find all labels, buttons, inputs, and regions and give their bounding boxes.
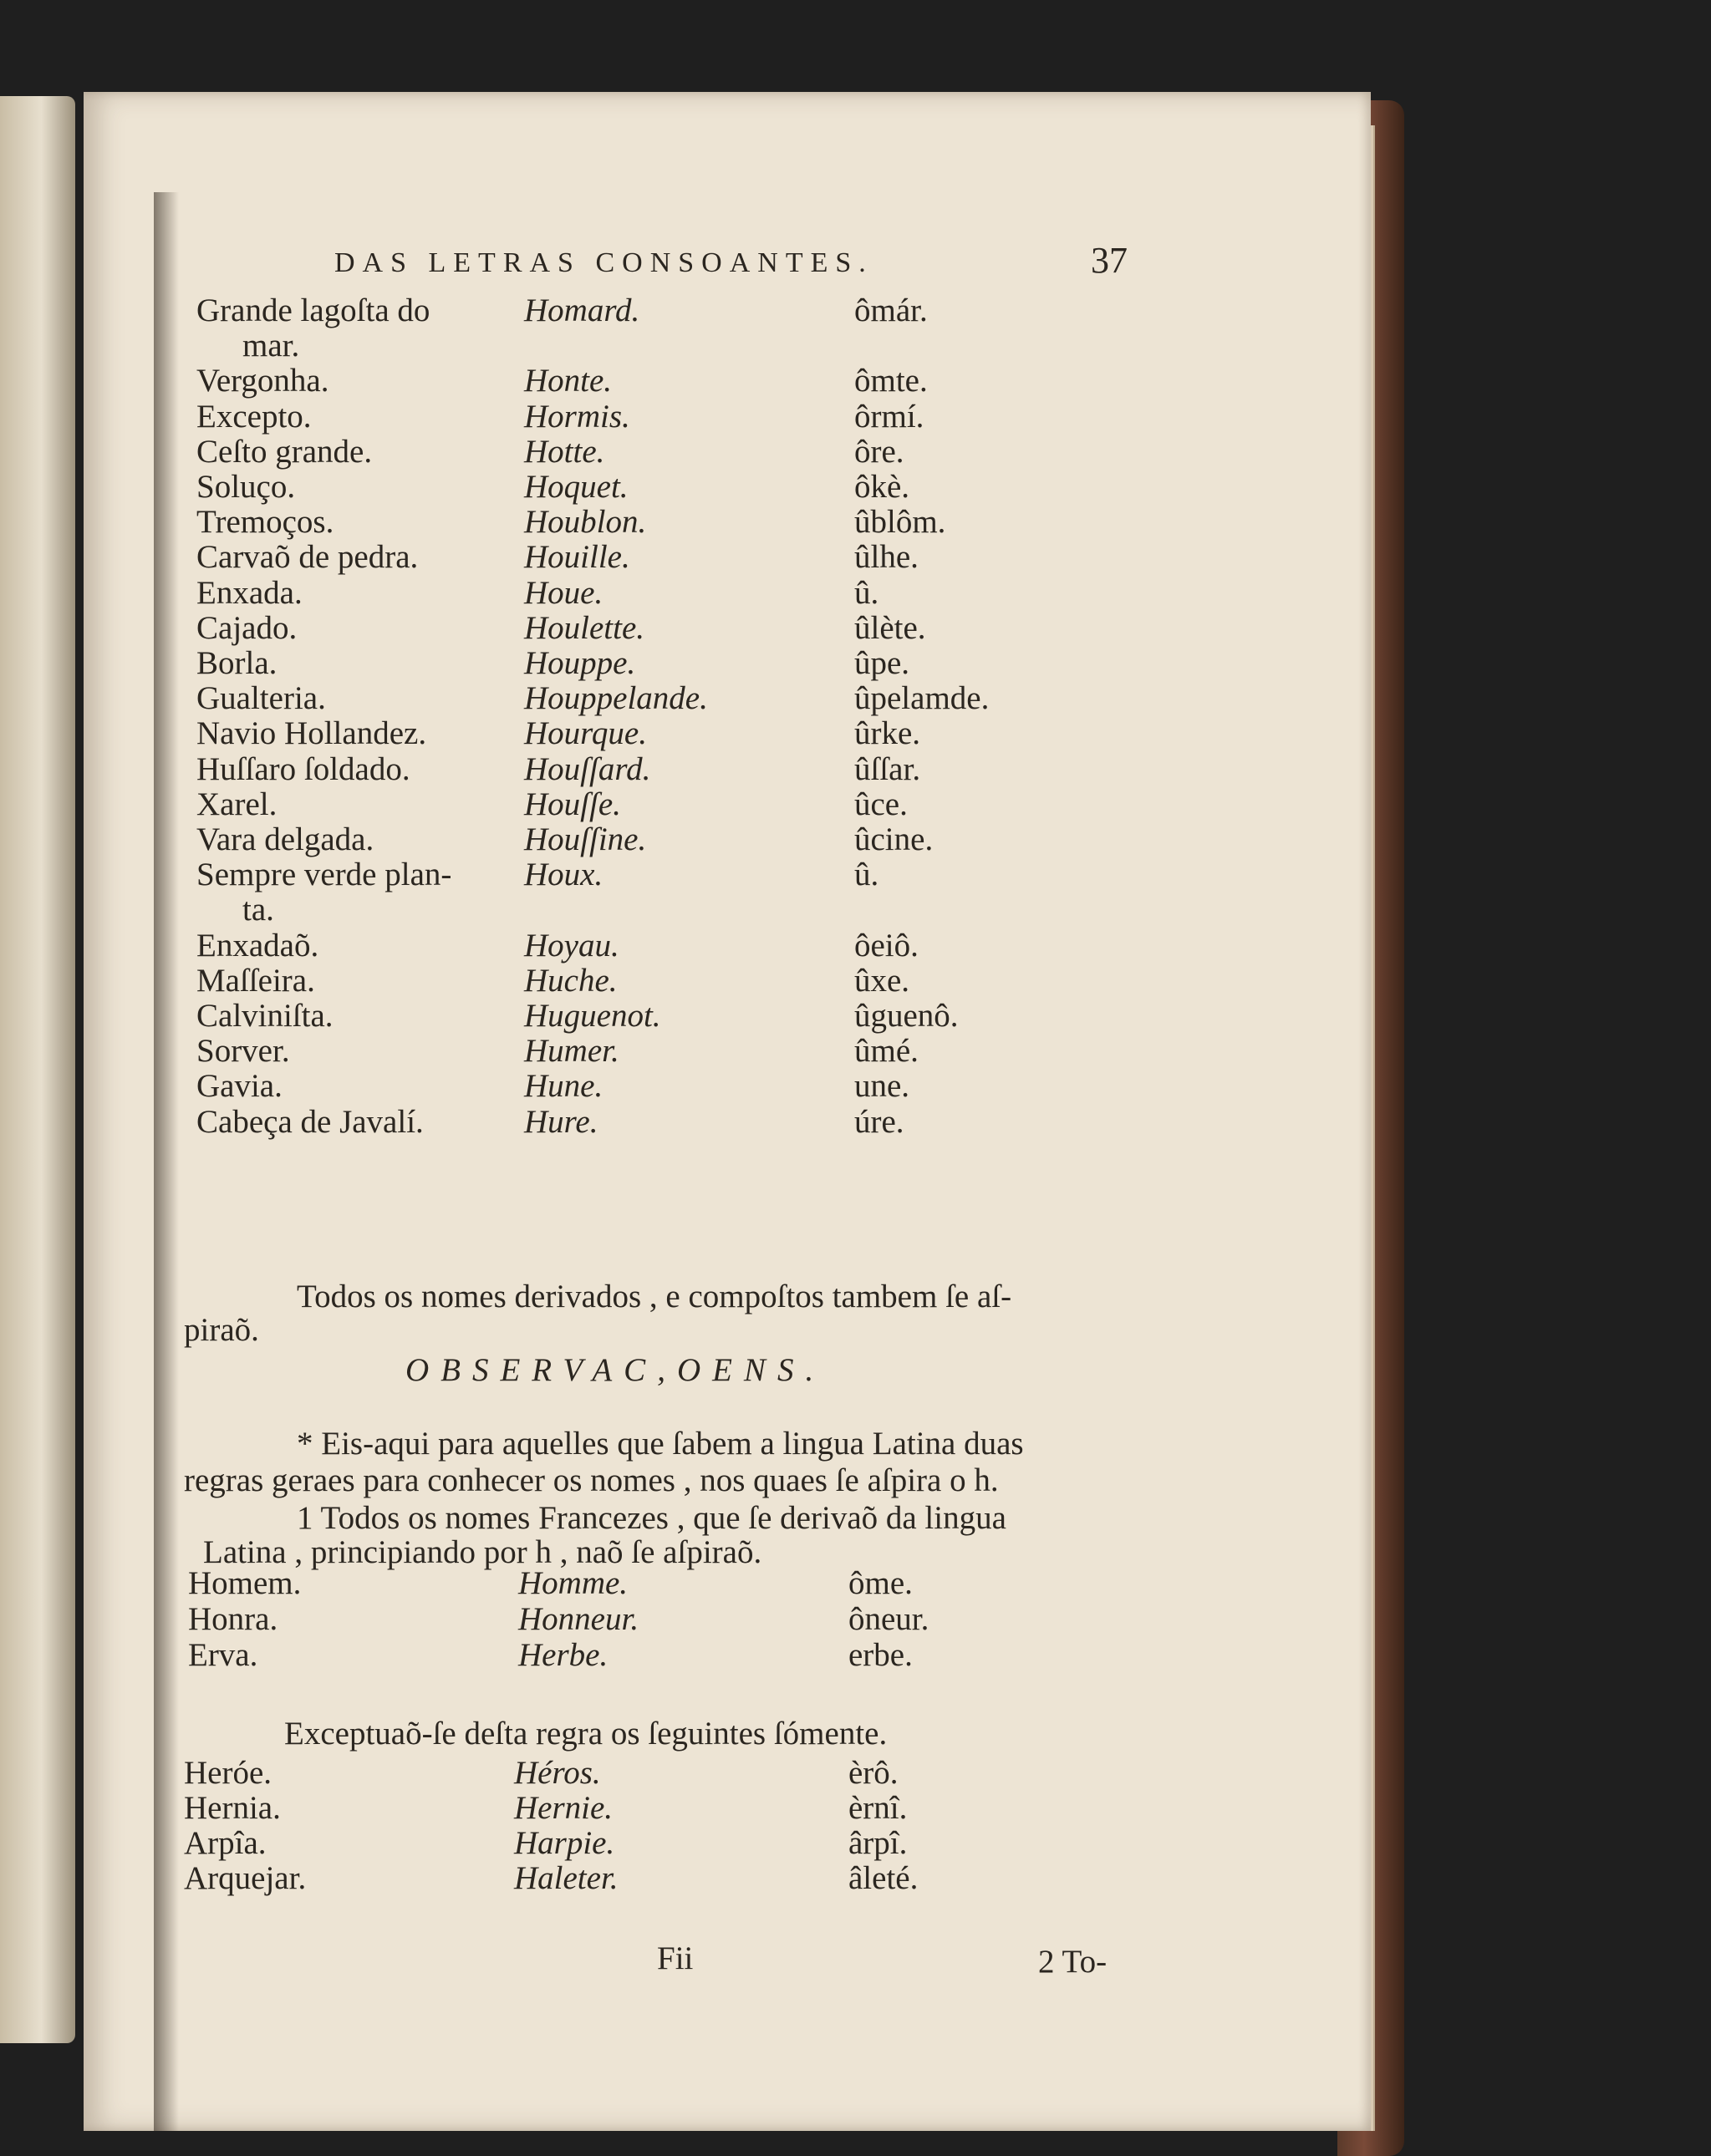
table-cell-pron: û. bbox=[854, 574, 879, 611]
table-cell-fr: Hourque. bbox=[524, 715, 647, 752]
table-cell-pron: ôkè. bbox=[854, 469, 910, 505]
table-cell-pt: Navio Hollandez. bbox=[196, 715, 427, 752]
table-cell-fr: Houblon. bbox=[524, 504, 647, 541]
table-cell-pron: ûpelamde. bbox=[854, 680, 990, 717]
table-cell-pt: Heróe. bbox=[184, 1755, 272, 1791]
table-cell-fr: Houſſard. bbox=[524, 750, 651, 787]
table-cell-pt: Honra. bbox=[188, 1601, 278, 1637]
table-cell-pron: ôneur. bbox=[848, 1601, 929, 1637]
paragraph-line: Todos os nomes derivados , e compoſtos tambem ſe aſ- bbox=[297, 1279, 1012, 1314]
table-cell-pron: une. bbox=[854, 1068, 910, 1105]
table-cell-fr: Hormis. bbox=[524, 398, 630, 435]
table-cell-pron: èrô. bbox=[848, 1755, 899, 1791]
table-cell-pron: ôre. bbox=[854, 433, 904, 470]
table-cell-pt: Gualteria. bbox=[196, 680, 326, 717]
table-cell-pt: Huſſaro ſoldado. bbox=[196, 750, 410, 787]
table-cell-pt: Cabeça de Javalí. bbox=[196, 1103, 424, 1140]
table-cell-pron: ûblôm. bbox=[854, 504, 946, 541]
table-cell-pron: ûmé. bbox=[854, 1033, 919, 1070]
table-cell-pron: ômár. bbox=[854, 292, 928, 328]
table-cell-pt: Excepto. bbox=[196, 398, 312, 435]
table-cell-fr: Homme. bbox=[518, 1565, 629, 1601]
paragraph-line: regras geraes para conhecer os nomes , nos quaes ſe aſpira o h. bbox=[184, 1462, 999, 1498]
paragraph-line: Exceptuaõ-ſe deſta regra os ſeguintes ſómente. bbox=[284, 1716, 888, 1752]
signature-mark: Fii bbox=[657, 1940, 694, 1976]
paragraph-line: Latina , principiando por h , naõ ſe aſpiraõ. bbox=[203, 1534, 762, 1570]
paragraph-line: 1 Todos os nomes Francezes , que ſe derivaõ da lingua bbox=[297, 1500, 1006, 1536]
table-cell-fr: Huche. bbox=[524, 962, 618, 999]
table-cell-pt: Soluço. bbox=[196, 469, 296, 505]
gutter-shadow bbox=[154, 192, 179, 2131]
table-cell-pron: ârpî. bbox=[848, 1825, 908, 1861]
table-cell-fr: Héros. bbox=[514, 1755, 601, 1791]
table-cell-pron: ûlhe. bbox=[854, 539, 919, 576]
table-cell-fr: Houe. bbox=[524, 574, 603, 611]
book-page bbox=[84, 92, 1371, 2131]
table-cell-fr: Homard. bbox=[524, 292, 640, 328]
table-cell-fr: Houppe. bbox=[524, 645, 636, 681]
table-cell-pt: Enxadaõ. bbox=[196, 927, 319, 964]
table-cell-pt: Carvaõ de pedra. bbox=[196, 539, 419, 576]
table-cell-fr: Hotte. bbox=[524, 433, 605, 470]
table-cell-pron: ûcine. bbox=[854, 821, 934, 857]
catchword: 2 To- bbox=[1038, 1944, 1108, 1980]
table-cell-pt: Ceſto grande. bbox=[196, 433, 373, 470]
table-cell-pron: âleté. bbox=[848, 1860, 919, 1896]
table-cell-fr: Haleter. bbox=[514, 1860, 619, 1896]
table-cell-fr: Humer. bbox=[524, 1033, 619, 1070]
table-cell-pron: ômte. bbox=[854, 363, 928, 399]
table-cell-pron: ûlète. bbox=[854, 609, 926, 646]
table-cell-fr: Houx. bbox=[524, 857, 603, 893]
paragraph-line: * Eis-aqui para aquelles que ſabem a lingua Latina duas bbox=[297, 1426, 1024, 1462]
table-cell-pt: Arpîa. bbox=[184, 1825, 267, 1861]
table-cell-fr: Hune. bbox=[524, 1068, 603, 1105]
table-cell-pt: Calviniſta. bbox=[196, 998, 334, 1034]
paragraph-line: piraõ. bbox=[184, 1312, 259, 1348]
table-cell-pron: ûrke. bbox=[854, 715, 921, 752]
table-cell-pt: mar. bbox=[242, 328, 300, 364]
table-cell-pt: Vergonha. bbox=[196, 363, 329, 399]
table-cell-pt: Homem. bbox=[188, 1565, 302, 1601]
table-cell-fr: Houlette. bbox=[524, 609, 645, 646]
table-cell-fr: Huguenot. bbox=[524, 998, 661, 1034]
table-cell-pron: ôrmí. bbox=[854, 398, 924, 435]
table-cell-pt: Arquejar. bbox=[184, 1860, 307, 1896]
table-cell-fr: Hoquet. bbox=[524, 469, 629, 505]
table-cell-pron: ôme. bbox=[848, 1565, 913, 1601]
section-heading: OBSERVAC,OENS. bbox=[405, 1352, 826, 1388]
table-cell-fr: Honneur. bbox=[518, 1601, 639, 1637]
table-cell-fr: Houſſe. bbox=[524, 786, 621, 822]
table-cell-pron: û. bbox=[854, 857, 879, 893]
table-cell-fr: Hoyau. bbox=[524, 927, 619, 964]
table-cell-fr: Houppelande. bbox=[524, 680, 708, 717]
table-cell-pt: Tremoços. bbox=[196, 504, 334, 541]
page-number: 37 bbox=[1091, 240, 1128, 281]
table-cell-fr: Honte. bbox=[524, 363, 613, 399]
table-cell-pron: èrnî. bbox=[848, 1790, 908, 1826]
table-cell-pt: Gavia. bbox=[196, 1068, 283, 1105]
table-cell-pt: Sorver. bbox=[196, 1033, 290, 1070]
table-cell-pt: Sempre verde plan- bbox=[196, 857, 452, 893]
table-cell-fr: Hure. bbox=[524, 1103, 598, 1140]
table-cell-pron: erbe. bbox=[848, 1637, 913, 1673]
table-cell-pt: Borla. bbox=[196, 645, 278, 681]
table-cell-pt: ta. bbox=[242, 892, 274, 928]
table-cell-fr: Hernie. bbox=[514, 1790, 614, 1826]
table-cell-pron: ôeiô. bbox=[854, 927, 919, 964]
table-cell-pron: ûſſar. bbox=[854, 750, 921, 787]
table-cell-pron: úre. bbox=[854, 1103, 904, 1140]
table-cell-pt: Erva. bbox=[188, 1637, 258, 1673]
table-cell-fr: Herbe. bbox=[518, 1637, 609, 1673]
table-cell-pron: ûguenô. bbox=[854, 998, 959, 1034]
table-cell-fr: Harpie. bbox=[514, 1825, 615, 1861]
table-cell-fr: Houille. bbox=[524, 539, 630, 576]
running-header: DAS LETRAS CONSOANTES. bbox=[334, 247, 873, 278]
table-cell-pt: Grande lagoſta do bbox=[196, 292, 430, 328]
table-cell-fr: Houſſine. bbox=[524, 821, 647, 857]
left-page-edge bbox=[0, 96, 75, 2043]
table-cell-pt: Hernia. bbox=[184, 1790, 281, 1826]
table-cell-pt: Cajado. bbox=[196, 609, 298, 646]
table-cell-pron: ûxe. bbox=[854, 962, 910, 999]
table-cell-pt: Vara delgada. bbox=[196, 821, 374, 857]
table-cell-pron: ûpe. bbox=[854, 645, 910, 681]
table-cell-pt: Enxada. bbox=[196, 574, 303, 611]
table-cell-pt: Xarel. bbox=[196, 786, 278, 822]
table-cell-pron: ûce. bbox=[854, 786, 908, 822]
table-cell-pt: Maſſeira. bbox=[196, 962, 315, 999]
